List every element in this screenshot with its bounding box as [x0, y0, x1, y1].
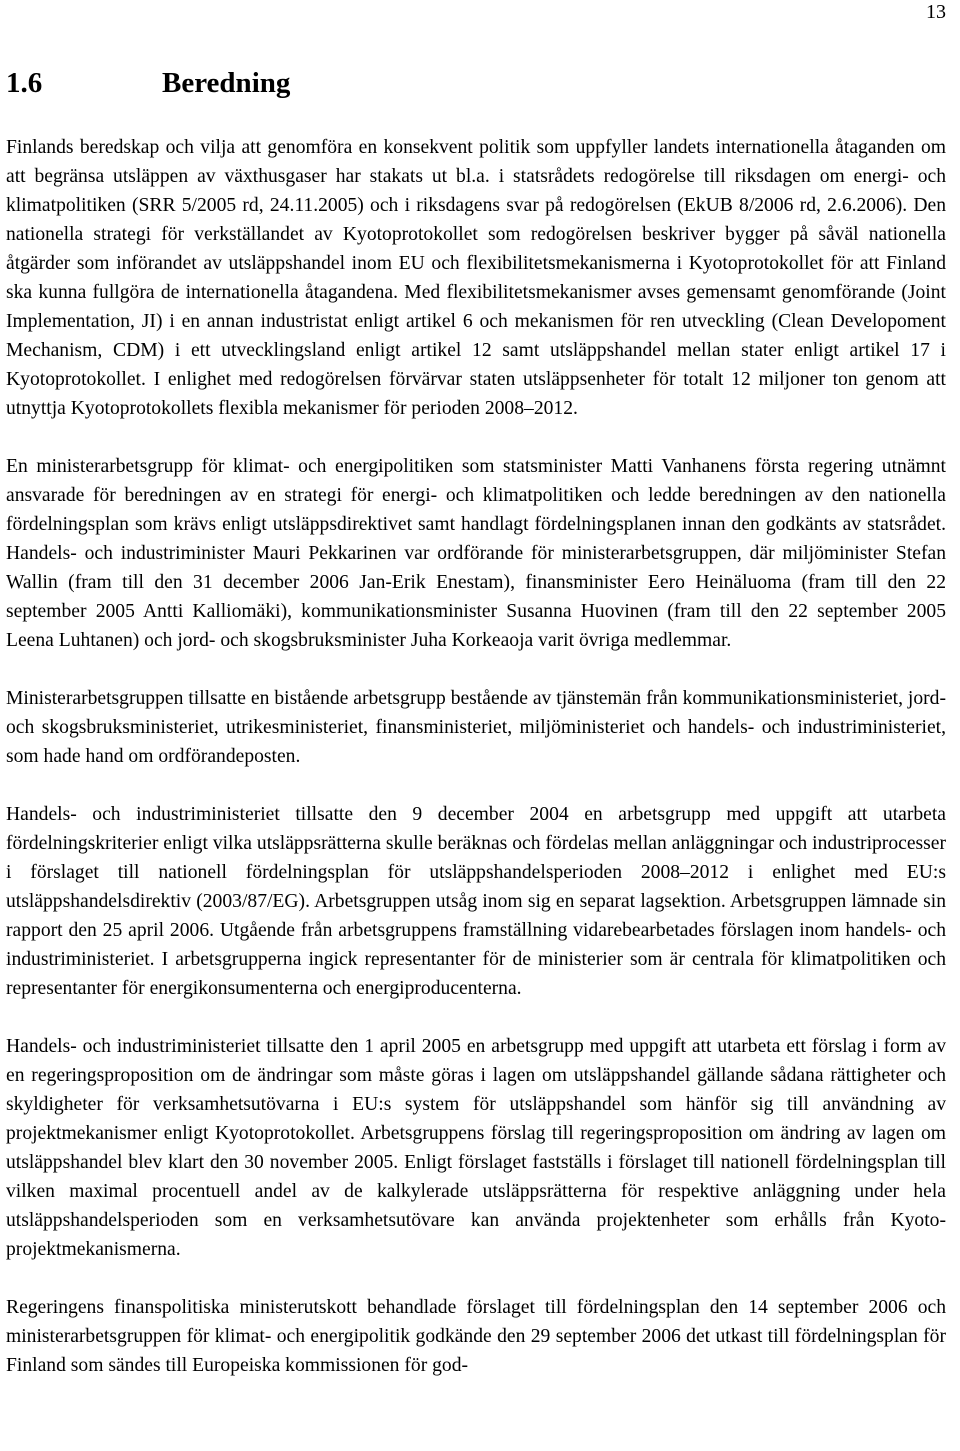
- section-title: Beredning: [162, 67, 291, 99]
- paragraph-6: Regeringens finanspolitiska ministerutskott behandlade förslaget till fördelningsplan den 14 september 2006 och ministerarbetsgruppen för klimat- och energipolitik godkände den 29 september 2006 det utkast till fördelningsplan för Finland som sändes till Europeiska kommissionen för god-: [6, 1297, 946, 1376]
- paragraph-2: En ministerarbetsgrupp för klimat- och energipolitiken som statsminister Matti Vanhanens första regering utnämnt ansvarade för beredningen av en strategi för energi- och klimatpolitiken och ledde beredningen av den nationella fördelningsplan som krävs enligt utsläppsdirektivet samt handlagt fördelningsplanen innan den godkänts av statsrådet. Handels- och industriminister Mauri Pekkarinen var ordförande för ministerarbetsgruppen, där miljöminister Stefan Wallin (fram till den 31 december 2006 Jan-Erik Enestam), finansminister Eero Heinäluoma (fram till den 22 september 2005 Antti Kalliomäki), kommunikationsminister Susanna Huovinen (fram till den 22 september 2005 Leena Luhtanen) och jord- och skogsbruksminister Juha Korkeaoja varit övriga medlemmar.: [6, 456, 946, 651]
- body-text: [6, 133, 946, 1380]
- section-number: 1.6: [6, 67, 43, 99]
- paragraph-1: Finlands beredskap och vilja att genomföra en konsekvent politik som uppfyller landets internationella åtaganden om att begränsa utsläppen av växthusgaser har stakats ut bl.a. i statsrådets redogörelse till riksdagen om energi- och klimatpolitiken (SRR 5/2005 rd, 24.11.2005) och i riksdagens svar på redogörelsen (EkUB 8/2006 rd, 2.6.2006). Den nationella strategi för verkställandet av Kyotoprotokollet som redogörelsen beskriver bygger på såväl nationella åtgärder som införandet av utsläppshandel inom EU och flexibilitetsmekanismerna i Kyotoprotokollet för att Finland ska kunna fullgöra de internationella åtagandena. Med flexibilitetsmekanismer avses gemensamt genomförande (Joint Implementation, JI) i en annan industristat enligt artikel 6 och mekanismen för ren utveckling (Clean Developoment Mechanism, CDM) i ett utvecklingsland enligt artikel 12 samt utsläppshandel mellan stater enligt artikel 17 i Kyotoprotokollet. I enlighet med redogörelsen förvärvar staten utsläppsenheter för totalt 12 miljoner ton genom att utnyttja Kyotoprotokollets flexibla mekanismer för perioden 2008–2012.: [6, 137, 946, 419]
- page-number: 13: [926, 1, 946, 23]
- section-heading: [6, 66, 290, 100]
- paragraph-5: Handels- och industriministeriet tillsatte den 1 april 2005 en arbetsgrupp med uppgift att utarbeta ett förslag i form av en regeringsproposition om de ändringar som måste göras i lagen om utsläppshandel gällande sådana rättigheter och skyldigheter för verksamhetsutövarna i EU:s system för utsläppshandel som hänför sig till användning av projektmekanismer enligt Kyotoprotokollet. Arbetsgruppens förslag till regeringsproposition om ändring av lagen om utsläppshandel blev klart den 30 november 2005. Enligt förslaget fastställs i förslaget till nationell fördelningsplan till vilken maximal procentuell andel av de kalkylerade utsläppsrätterna för respektive anläggning under hela utsläppshandelsperioden som en verksamhetsutövare kan använda projektenheter som erhålls från Kyoto-projektmekanismerna.: [6, 1036, 946, 1260]
- paragraph-4: Handels- och industriministeriet tillsatte den 9 december 2004 en arbetsgrupp med uppgift att utarbeta fördelningskriterier enligt vilka utsläppsrätterna skulle beräknas och fördelas mellan anläggningar och industriprocesser i förslaget till nationell fördelningsplan för utsläppshandelsperioden 2008–2012 i enlighet med EU:s utsläppshandelsdirektiv (2003/87/EG). Arbetsgruppen utsåg inom sig en separat lagsektion. Arbetsgruppen lämnade sin rapport den 25 april 2006. Utgående från arbetsgruppens framställning vidarebearbetades förslagen inom handels- och industriministeriet. I arbetsgrupperna ingick representanter för de ministerier som är centrala för klimatpolitiken och representanter för energikonsumenterna och energiproducenterna.: [6, 804, 946, 999]
- paragraph-3: Ministerarbetsgruppen tillsatte en bistående arbetsgrupp bestående av tjänstemän från kommunikationsministeriet, jord- och skogsbruksministeriet, utrikesministeriet, finansministeriet, miljöministeriet och handels- och industriministeriet, som hade hand om ordförandeposten.: [6, 688, 946, 767]
